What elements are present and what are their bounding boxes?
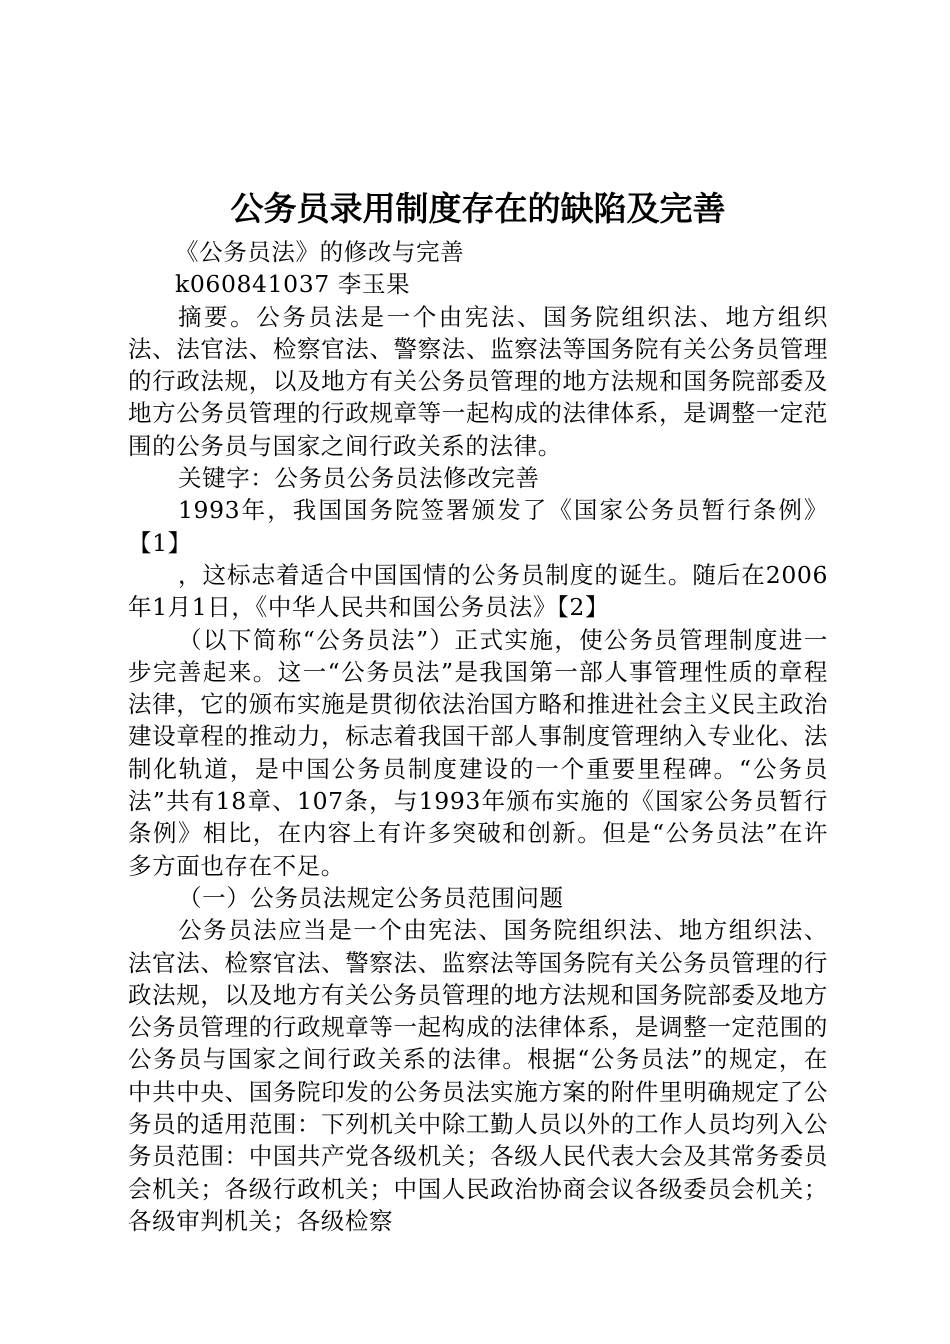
keywords-paragraph: 关键字：公务员公务员法修改完善 xyxy=(178,464,540,493)
section-heading-scope: （一）公务员法规定公务员范围问题 xyxy=(178,883,564,912)
body-paragraph-law-intro: （以下简称“公务员法”）正式实施，使公务员管理制度进一步完善起来。这一“公务员法”是我国第一部人事管理性质的章程法律，它的颁布实施是贯彻依法治国方略和推进社会主义民主政治建设章程的推动力，标志着我国干部人事制度管理纳入专业化、法制化轨道，是中国公务员制度建设的一个重要里程碑。“公务员法”共有18章、107条，与1993年颁布实施的《国家公务员暂行条例》相比，在内容上有许多突破和创新。但是“公务员法”在许多方面也存在不足。 xyxy=(128,625,828,880)
subtitle-paragraph: 《公务员法》的修改与完善 xyxy=(175,238,465,266)
abstract-paragraph: 摘要。公务员法是一个由宪法、国务院组织法、地方组织法、法官法、检察官法、警察法、监察法等国务院有关公务员管理的行政法规，以及地方有关公务员管理的地方法规和国务院部委及地方公务员管理的行政规章等一起构成的法律体系，是调整一定范围的公务员与国家之间行政关系的法律。 xyxy=(128,302,828,460)
body-paragraph-2006: ，这标志着适合中国国情的公务员制度的诞生。随后在2006年1月1日，《中华人民共和国公务员法》【2】 xyxy=(128,560,828,622)
document-body xyxy=(128,184,828,1237)
body-paragraph-scope: 公务员法应当是一个由宪法、国务院组织法、地方组织法、法官法、检察官法、警察法、监察法等国务院有关公务员管理的行政法规，以及地方有关公务员管理的地方法规和国务院部委及地方公务员管理的行政规章等一起构成的法律体系，是调整一定范围的公务员与国家之间行政关系的法律。根据“公务员法”的规定，在中共中央、国务院印发的公务员法实施方案的附件里明确规定了公务员的适用范围：下列机关中除工勤人员以外的工作人员均列入公务员范围：中国共产党各级机关；各级人民代表大会及其常务委员会机关；各级行政机关；中国人民政治协商会议各级委员会机关；各级审判机关；各级检察 xyxy=(128,916,828,1235)
author-line: k060841037 李玉果 xyxy=(175,270,411,299)
document-title: 公务员录用制度存在的缺陷及完善 xyxy=(230,189,726,228)
body-paragraph-1993: 1993年，我国国务院签署颁发了《国家公务员暂行条例》【1】 xyxy=(128,496,828,557)
